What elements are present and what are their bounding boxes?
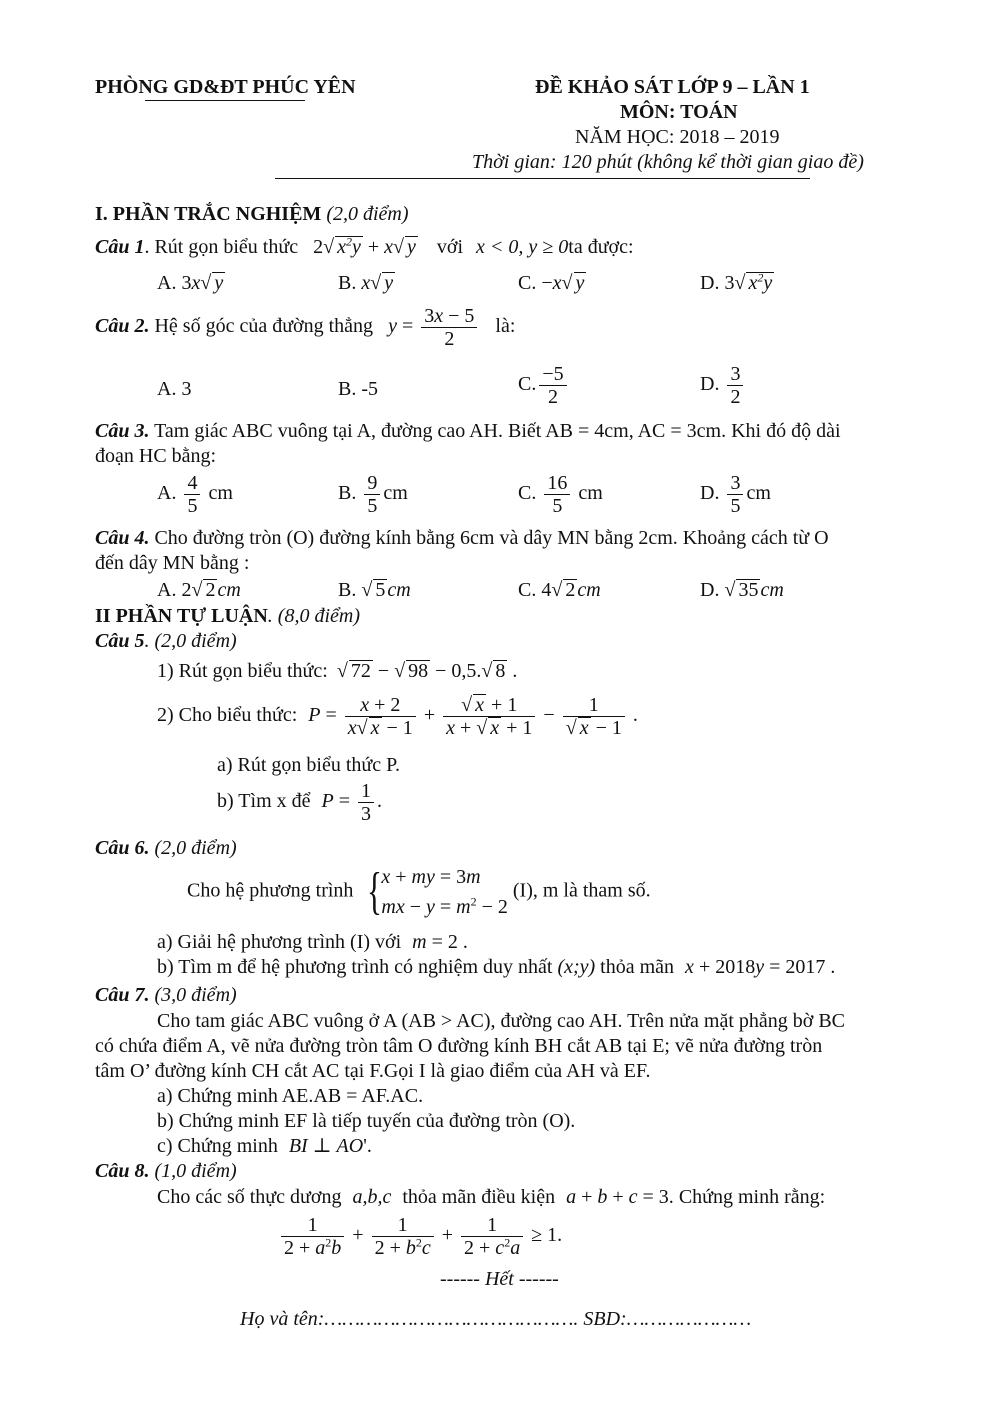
q6-system: Cho hệ phương trình { x + my = 3m mx − $y = m^2 - 2$ (I), m là tham số. bbox=[187, 863, 651, 920]
q2-option-d[interactable]: D. $\frac{3}{2}$ bbox=[700, 363, 746, 408]
q1-option-d[interactable]: D. 3√ $x^2y$ bbox=[700, 270, 773, 294]
end-marker: ------ Hết ------ bbox=[440, 1268, 559, 1290]
q1-option-c[interactable]: C. −x√ y bbox=[518, 272, 585, 294]
q7-line1: Cho tam giác ABC vuông ở A (AB > AC), đường cao AH. Trên nửa mặt phẳng bờ BC bbox=[157, 1010, 846, 1032]
question-3-line2: đoạn HC bằng: bbox=[95, 445, 217, 467]
q4-option-a[interactable]: A. 2√ 2 cm bbox=[157, 579, 241, 601]
q2-option-a[interactable]: A. 3 bbox=[157, 378, 192, 400]
exam-title: ĐỀ KHẢO SÁT LỚP 9 – LẦN 1 bbox=[535, 76, 810, 98]
question-7: Câu 7. (3,0 điểm) bbox=[95, 984, 237, 1006]
header-underline-right bbox=[275, 178, 810, 179]
q7-line2: có chứa điểm A, vẽ nửa đường tròn tâm O đường kính BH cắt AB tại E; vẽ nửa đường tròn bbox=[95, 1035, 823, 1057]
q7-part-b: b) Chứng minh EF là tiếp tuyến của đường tròn (O). bbox=[157, 1110, 576, 1132]
candidate-info-line: Họ và tên:……………………………………. SBD:………………… bbox=[240, 1308, 752, 1330]
q3-option-c[interactable]: C. $\frac{16}{5}$ cm bbox=[518, 472, 603, 517]
q5-part1: 1) Rút gọn biểu thức: √ 72 − √ 98 − 0,5.√ 8 . bbox=[157, 660, 518, 682]
q4-option-b[interactable]: B. √ 5 cm bbox=[338, 579, 411, 601]
school-department: PHÒNG GD&ĐT PHÚC YÊN bbox=[95, 76, 356, 98]
q4-option-c[interactable]: C. 4√ 2 cm bbox=[518, 579, 601, 601]
q2-option-b[interactable]: B. -5 bbox=[338, 378, 378, 400]
question-8: Câu 8. (1,0 điểm) bbox=[95, 1160, 237, 1182]
q3-option-b[interactable]: B. $\frac{9}{5}$ cm bbox=[338, 472, 408, 517]
question-6: Câu 6. (2,0 điểm) bbox=[95, 837, 237, 859]
q5-part2a: a) Rút gọn biểu thức P. bbox=[217, 754, 401, 776]
q5-part2: 2) Cho biểu thức: P = $\frac{x + 2}{x√ x - 1}$ + $\frac{√ x + 1}{x + √ x + 1}$ − $\frac{1}{√ x - 1}$ . bbox=[157, 694, 638, 739]
school-year: NĂM HỌC: 2018 – 2019 bbox=[575, 126, 780, 148]
question-1: Câu 1. Rút gọn biểu thức 2√ $x^2y + x√$ y với x < 0, y ≥ 0ta được: bbox=[95, 234, 634, 258]
q1-option-b[interactable]: B. x√ y bbox=[338, 272, 394, 294]
q7-part-a: a) Chứng minh AE.AB = AF.AC. bbox=[157, 1085, 424, 1107]
q5-part2b: b) Tìm x để P = $\frac{1}{3}$ . bbox=[217, 780, 383, 825]
part1-heading: I. PHẦN TRẮC NGHIỆM (2,0 điểm) bbox=[95, 203, 409, 225]
question-2: Câu 2. Hệ số góc của đường thẳng y = $\frac{3x - 5}{2}$ là: bbox=[95, 305, 516, 350]
q6-part-b: b) Tìm m để hệ phương trình có nghiệm duy nhất (x;y) thỏa mãn x + 2018y = 2017 . bbox=[157, 956, 836, 978]
exam-duration: Thời gian: 120 phút (không kể thời gian giao đề) bbox=[472, 151, 864, 173]
q8-statement: Cho các số thực dương a,b,c thỏa mãn điều kiện a + b + c = 3. Chứng minh rằng: bbox=[157, 1186, 826, 1208]
question-4: Câu 4. Cho đường tròn (O) đường kính bằng 6cm và dây MN bằng 2cm. Khoảng cách từ O bbox=[95, 527, 829, 549]
q3-option-d[interactable]: D. $\frac{3}{5}$ cm bbox=[700, 472, 771, 517]
q7-line3: tâm O’ đường kính CH cắt AC tại F.Gọi I là giao điểm của AH và EF. bbox=[95, 1060, 651, 1082]
q6-part-a: a) Giải hệ phương trình (I) với m = 2 . bbox=[157, 931, 468, 953]
question-3: Câu 3. Tam giác ABC vuông tại A, đường cao AH. Biết AB = 4cm, AC = 3cm. Khi đó độ dài bbox=[95, 420, 841, 442]
q7-part-c: c) Chứng minh BI ⊥ AO'. bbox=[157, 1135, 372, 1157]
q8-inequality: $\frac{1}{2 + a^2b}$ + $\frac{1}{2 + b^2c}$ + $\frac{1}{2 + c^2a}$ ≥ 1. bbox=[278, 1214, 562, 1259]
question-4-line2: đến dây MN bằng : bbox=[95, 552, 250, 574]
q1-option-a[interactable]: A. 3x√ y bbox=[157, 272, 224, 294]
header-underline-left bbox=[145, 100, 305, 101]
q2-option-c[interactable]: C. $\frac{-5}{2}$ bbox=[518, 363, 570, 408]
part2-heading: II PHẦN TỰ LUẬN. (8,0 điểm) bbox=[95, 605, 360, 627]
q4-option-d[interactable]: D. √ 35 cm bbox=[700, 579, 784, 601]
q3-option-a[interactable]: A. $\frac{4}{5}$ cm bbox=[157, 472, 233, 517]
exam-subject: MÔN: TOÁN bbox=[620, 101, 738, 123]
question-5: Câu 5. (2,0 điểm) bbox=[95, 630, 237, 652]
